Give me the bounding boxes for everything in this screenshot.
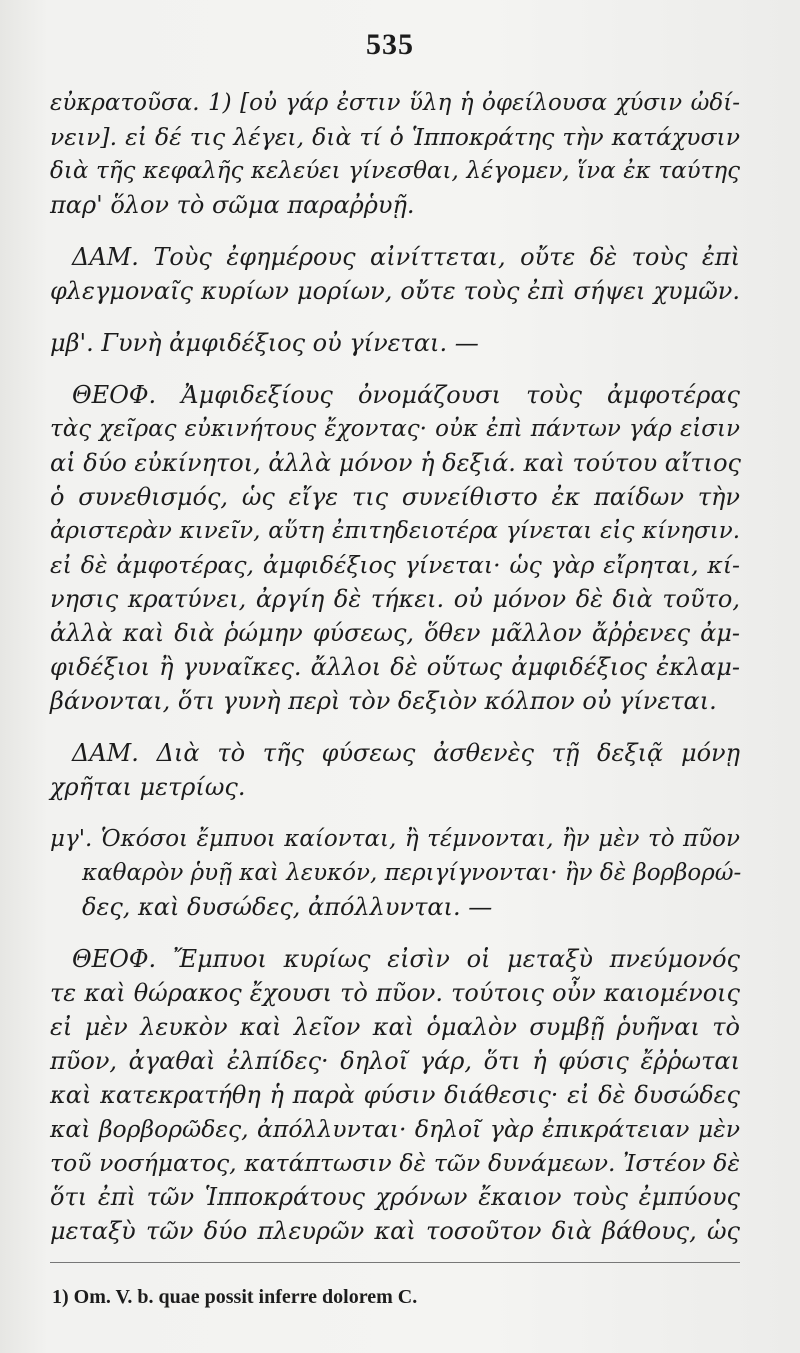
text-line: καθαρὸν ῥυῇ καὶ λευκόν, περιγίγνονται· ἢν δὲ βορβορώ- xyxy=(82,860,742,886)
paragraph-commentary-dam xyxy=(50,736,740,804)
text-line: ὅτι ἐπὶ τῶν Ἱπποκράτους χρόνων ἔκαιον τοὺς ἐμπύους xyxy=(50,1183,740,1211)
body-text xyxy=(50,86,740,1248)
text-line: ΘΕΟΦ. Ἔμπυοι κυρίως εἰσὶν οἱ μεταξὺ πνεύμονός xyxy=(72,945,740,973)
paragraph-commentary-theoph xyxy=(50,378,740,718)
text-line: νειν]. εἰ δέ τις λέγει, διὰ τί ὁ Ἱπποκράτης τὴν κατάχυσιν xyxy=(50,123,740,151)
aphorism xyxy=(50,822,740,924)
text-line: παρ' ὅλον τὸ σῶμα παραῤῥυῇ. xyxy=(50,191,415,219)
footnote-divider xyxy=(50,1262,740,1263)
footnote: 1) Om. V. b. quae possit inferre dolorem C. xyxy=(52,1286,418,1308)
text-line: ΘΕΟΦ. Ἀμφιδεξίους ὀνομάζουσι τοὺς ἀμφοτέρας xyxy=(72,381,740,409)
text-line: μβ'. Γυνὴ ἀμφιδέξιος οὐ γίνεται. — xyxy=(50,329,479,357)
text-line: φλεγμοναῖς κυρίων μορίων, οὔτε τοὺς ἐπὶ σήψει χυμῶν. xyxy=(50,277,740,305)
text-line: μεταξὺ τῶν δύο πλευρῶν καὶ τοσοῦτον διὰ βάθους, ὡς xyxy=(50,1217,740,1245)
text-line: ὁ συνεθισμός, ὡς εἴγε τις συνείθιστο ἐκ παίδων τὴν xyxy=(50,483,740,511)
text-line: δες, καὶ δυσώδες, ἀπόλλυνται. — xyxy=(82,893,493,921)
text-line: ἀριστερὰν κινεῖν, αὕτη ἐπιτηδειοτέρα γίνεται εἰς κίνησιν. xyxy=(50,518,740,544)
text-line: νησις κρατύνει, ἀργίη δὲ τήκει. οὐ μόνον δὲ διὰ τοῦτο, xyxy=(50,585,740,613)
text-line: τε καὶ θώρακος ἔχουσι τὸ πῦον. τούτοις οὖν καιομένοις xyxy=(50,979,740,1007)
text-line: διὰ τῆς κεφαλῆς κελεύει γίνεσθαι, λέγομεν, ἵνα ἐκ ταύτης xyxy=(50,158,740,184)
text-line: μγ'. Ὁκόσοι ἔμπυοι καίονται, ἢ τέμνονται, ἢν μὲν τὸ πῦον xyxy=(50,826,740,852)
paragraph-commentary-dam xyxy=(50,240,740,308)
text-line: φιδέξιοι ἢ γυναῖκες. ἄλλοι δὲ οὕτως ἀμφιδέξιος ἐκλαμ- xyxy=(50,653,740,681)
text-line: αἱ δύο εὐκίνητοι, ἀλλὰ μόνον ἡ δεξιά. καὶ τούτου αἴτιος xyxy=(50,449,741,477)
aphorism xyxy=(50,326,740,360)
text-line: εἰ δὲ ἀμφοτέρας, ἀμφιδέξιος γίνεται· ὡς γὰρ εἴρηται, κί- xyxy=(50,551,740,579)
text-line: ἀλλὰ καὶ διὰ ῥώμην φύσεως, ὅθεν μᾶλλον ἄῤῥενες ἀμ- xyxy=(50,619,740,647)
text-line: τὰς χεῖρας εὐκινήτους ἔχοντας· οὐκ ἐπὶ πάντων γάρ εἰσιν xyxy=(50,416,740,442)
text-line: καὶ βορβορῶδες, ἀπόλλυνται· δηλοῖ γὰρ ἐπικράτειαν μὲν xyxy=(50,1115,740,1143)
text-line: βάνονται, ὅτι γυνὴ περὶ τὸν δεξιὸν κόλπον οὐ γίνεται. xyxy=(50,687,717,715)
text-line: πῦον, ἀγαθαὶ ἐλπίδες· δηλοῖ γάρ, ὅτι ἡ φύσις ἔῤῥωται xyxy=(50,1047,740,1075)
text-line: χρῆται μετρίως. xyxy=(50,773,246,801)
text-line: ΔΑΜ. Τοὺς ἐφημέρους αἰνίττεται, οὔτε δὲ τοὺς ἐπὶ xyxy=(72,243,740,271)
paragraph xyxy=(50,86,740,222)
paragraph-commentary-theoph xyxy=(50,942,740,1248)
text-line: τοῦ νοσήματος, κατάπτωσιν δὲ τῶν δυνάμεων. Ἰστέον δὲ xyxy=(50,1149,740,1177)
text-line: εὐκρατοῦσα. 1) [οὐ γάρ ἐστιν ὕλη ἡ ὀφείλουσα χύσιν ὠδί- xyxy=(50,90,740,116)
text-line: ΔΑΜ. Διὰ τὸ τῆς φύσεως ἀσθενὲς τῇ δεξιᾷ μόνῃ xyxy=(72,739,740,767)
page-number: 535 xyxy=(366,28,414,61)
text-line: καὶ κατεκρατήθη ἡ παρὰ φύσιν διάθεσις· εἰ δὲ δυσώδες xyxy=(50,1081,740,1109)
text-line: εἰ μὲν λευκὸν καὶ λεῖον καὶ ὁμαλὸν συμβῇ ῥυῆναι τὸ xyxy=(50,1013,740,1041)
